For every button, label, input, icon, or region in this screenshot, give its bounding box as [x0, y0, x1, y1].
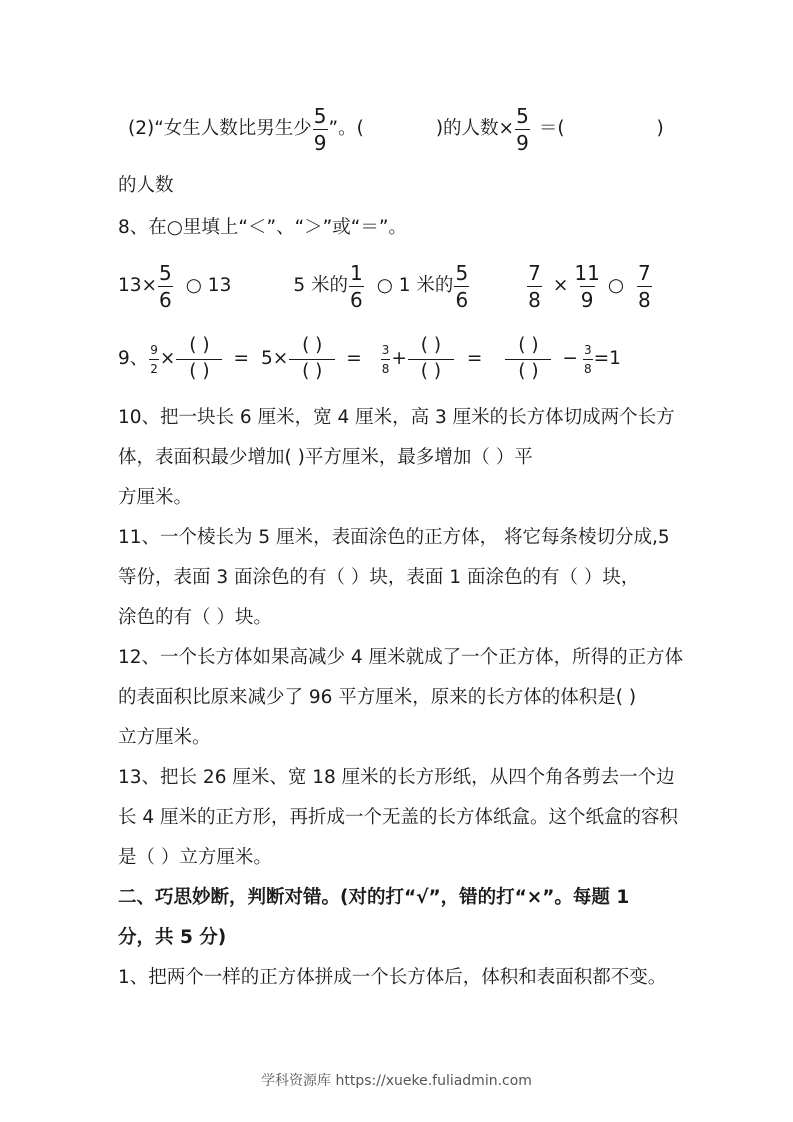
compare-circle-3: ○ [607, 275, 625, 296]
q12-line-1: 12、一个长方体如果高减少 4 厘米就成了一个正方体，所得的正方体 [118, 647, 684, 668]
blank-fraction [289, 337, 335, 381]
equals-sign: = [346, 348, 362, 369]
q8-e1-prefix: 13× [118, 275, 158, 296]
fraction [515, 103, 530, 155]
denominator: ( ) [289, 359, 335, 382]
blank-fraction [505, 337, 551, 381]
numerator: 11 [574, 260, 600, 285]
numerator: 5 [455, 260, 469, 285]
equals-sign: = [233, 348, 249, 369]
equals-sign: = [466, 348, 483, 369]
denominator: 2 [149, 359, 159, 375]
times-sign: × [552, 275, 569, 296]
q7-2-prefix: (2)“女生人数比男生少 [128, 118, 312, 139]
denominator: 9 [580, 287, 594, 312]
compare-circle-2: ○ 1 米的 [376, 275, 454, 296]
denominator: 9 [313, 130, 327, 155]
numerator: 5 [159, 260, 172, 285]
q11-line-1: 11、一个棱长为 5 厘米，表面涂色的正方体， 将它每条棱切分成,5 [118, 527, 670, 548]
numerator: ( ) [420, 335, 442, 356]
q12-line-3: 立方厘米。 [118, 727, 211, 748]
denominator: 8 [638, 287, 651, 312]
plus-sign: + [391, 348, 407, 369]
section-2-heading-line-1: 二、巧思妙断，判断对错。(对的打“√”，错的打“×”。每题 1 [118, 887, 630, 908]
denominator: ( ) [505, 359, 551, 382]
numerator: ( ) [518, 335, 539, 356]
footer-watermark: 学科资源库 https://xueke.fuliadmin.com [261, 1073, 532, 1089]
denominator: 8 [583, 359, 593, 375]
fraction [583, 344, 593, 375]
numerator: 5 [516, 103, 529, 128]
section-2-question-1: 1、把两个一样的正方体拼成一个长方体后，体积和表面积都不变。 [118, 967, 667, 988]
numerator: 7 [528, 260, 541, 285]
q9-equations [118, 330, 621, 388]
q13-line-1: 13、把长 26 厘米、宽 18 厘米的长方形纸，从四个角各剪去一个边 [118, 767, 675, 788]
fraction [349, 260, 364, 312]
fraction [149, 344, 159, 375]
q11-line-3: 涂色的有（ ）块。 [118, 607, 272, 628]
numerator: 5 [313, 103, 327, 128]
numerator: 3 [381, 342, 390, 357]
fraction [637, 260, 652, 312]
numerator: 9 [150, 342, 158, 357]
section-2-heading-line-2: 分，共 5 分) [118, 927, 227, 948]
numerator: 1 [350, 260, 363, 285]
fraction [313, 103, 328, 155]
q9-b-prefix: 5× [260, 348, 289, 369]
compare-circle-1: ○ 13 [185, 275, 232, 296]
q8-expressions [118, 258, 653, 314]
denominator: 9 [516, 130, 529, 155]
q10-line-3: 方厘米。 [118, 487, 193, 508]
numerator: ( ) [189, 335, 210, 356]
numerator: ( ) [302, 335, 323, 356]
fraction [527, 260, 542, 312]
q10-line-2: 体，表面积最少增加( )平方厘米，最多增加（ ）平 [118, 447, 533, 468]
q7-2-line [128, 102, 664, 156]
q8-e2-prefix: 5 米的 [293, 275, 349, 296]
q13-line-2: 长 4 厘米的正方形，再折成一个无盖的长方体纸盒。这个纸盒的容积 [118, 807, 679, 828]
denominator: 6 [455, 287, 469, 312]
q7-2-mid: ”。( [328, 118, 364, 139]
q7-2-close: ) [656, 118, 664, 139]
denominator: 6 [350, 287, 363, 312]
q7-2-eq: ＝( [538, 118, 565, 139]
denominator: ( ) [408, 359, 454, 382]
times-sign: × [159, 348, 176, 369]
q12-line-2: 的表面积比原来减少了 96 平方厘米，原来的长方体的体积是( ) [118, 687, 637, 708]
blank-fraction [176, 337, 222, 381]
fraction [381, 344, 391, 375]
fraction [454, 260, 469, 312]
denominator: 8 [528, 287, 541, 312]
denominator: 8 [381, 359, 391, 375]
numerator: 3 [583, 342, 592, 357]
fraction [158, 260, 173, 312]
denominator: 6 [159, 287, 172, 312]
q13-line-3: 是（ ）立方厘米。 [118, 847, 272, 868]
q7-2-mid2: )的人数× [435, 118, 515, 139]
denominator: ( ) [176, 359, 222, 382]
q10-line-1: 10、把一块长 6 厘米，宽 4 厘米，高 3 厘米的长方体切成两个长方 [118, 407, 675, 428]
numerator: 7 [638, 260, 651, 285]
q11-line-2: 等份，表面 3 面涂色的有（ ）块，表面 1 面涂色的有（ ）块， [118, 567, 640, 588]
q8-title: 8、在○里填上“＜”、“＞”或“＝”。 [118, 217, 407, 238]
q7-2-continuation: 的人数 [118, 175, 174, 196]
minus-sign: − [562, 348, 578, 369]
blank-fraction [408, 337, 454, 381]
q9-label: 9、 [118, 348, 149, 369]
q9-end: =1 [593, 348, 621, 369]
fraction [573, 260, 600, 312]
